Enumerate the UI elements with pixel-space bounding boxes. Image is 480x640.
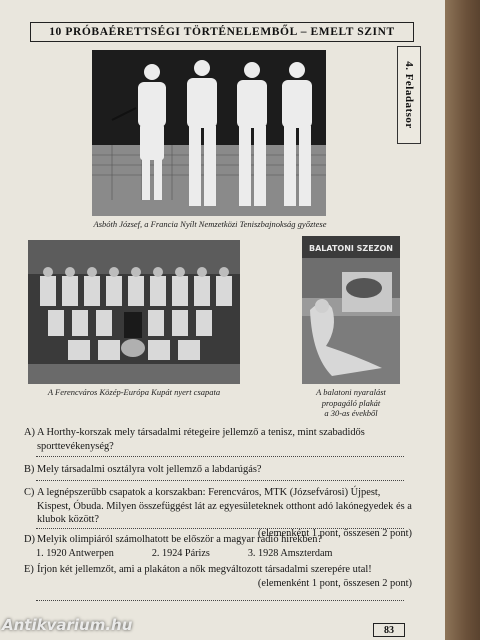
section-tab [397,46,421,144]
option-2[interactable]: 2. 1924 Párizs [151,548,210,559]
question-e-text: Írjon két jellemzőt, ami a plakáton a nők megváltozott társadalmi szerepére utal! [37,564,372,575]
option-3[interactable]: 3. 1928 Amszterdam [247,548,333,559]
football-caption: A Ferencváros Közép-Európa Kupát nyert csapata [47,387,221,397]
section-tab-label: 4. Feladatsor [403,61,415,129]
tennis-photo-image [92,50,326,216]
question-a-label: A) [24,427,35,438]
balaton-poster [302,236,400,384]
option-1[interactable]: 1. 1920 Antwerpen [36,548,114,559]
answer-line-a[interactable] [36,456,404,457]
answer-line-c[interactable] [36,528,404,529]
question-c-text: A legnépszerűbb csapatok a korszakban: Ferencváros, MTK (Józsefvárosi) Újpest, Kispest, Óbuda. Milyen összefüggést lát az egyesületeknek otthont adó lakónegyedek és a klubok között? [37,487,412,526]
answer-line-b[interactable] [36,480,404,481]
poster-caption-line3: a 30-as évekből [324,408,378,419]
answer-line-e[interactable] [36,600,404,601]
question-c-points: (elemenként 1 pont, összesen 2 pont) [257,528,412,540]
football-photo [28,240,240,384]
page-number: 83 [373,623,405,637]
question-a-text: A Horthy-korszak mely társadalmi rétegeire jellemző a tenisz, mint szabadidős sporttevékenység? [37,427,365,452]
question-a [24,426,412,453]
question-b-text: Mely társadalmi osztályra volt jellemző a labdarúgás? [37,464,262,475]
tennis-photo [92,50,326,216]
tennis-caption: Asbóth József, a Francia Nyílt Nemzetközi Teniszbajnokság győztese [93,219,327,229]
question-e [24,563,412,590]
poster-caption-line1: A balatoni nyaralást [316,387,386,397]
question-c-label: C) [24,487,35,498]
question-b-label: B) [24,464,35,475]
question-b [24,463,412,477]
poster-title-text: BALATONI SZEZON [309,244,393,253]
question-e-label: E) [24,564,34,575]
page-header: 10 PRÓBAÉRETTSÉGI TÖRTÉNELEMBŐL – EMELT SZINT [30,22,414,42]
page-edge [445,0,480,640]
question-d-text: Melyik olimpiáról számolhatott be először a magyar rádió hírekben? [37,534,323,545]
watermark: Antikvarium.hu [2,616,133,634]
poster-caption-line2: propagáló plakát [321,397,381,408]
question-d-options [36,548,396,559]
balaton-poster-image [302,236,400,384]
question-e-points: (elemenként 1 pont, összesen 2 pont) [257,577,412,589]
question-d-label: D) [24,534,35,545]
question-d [24,533,412,547]
football-photo-image [28,240,240,384]
poster-caption [296,387,406,419]
